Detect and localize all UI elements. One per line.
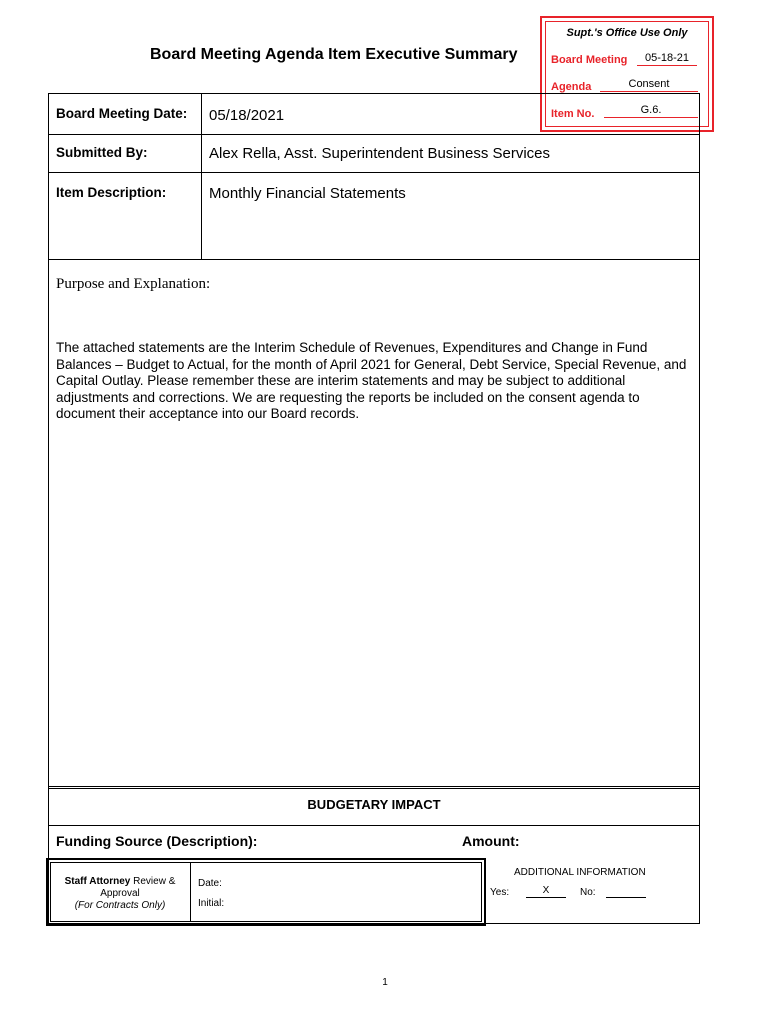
office-board-meeting-row [551, 54, 627, 66]
office-use-title: Supt.'s Office Use Only [566, 27, 688, 39]
item-description-value: Monthly Financial Statements [209, 185, 406, 202]
staff-attorney-label-bold: Staff Attorney [64, 876, 131, 887]
budgetary-impact-title: BUDGETARY IMPACT [307, 797, 441, 812]
funding-source-label: Funding Source (Description): [56, 833, 258, 849]
submitted-by-label: Submitted By: [56, 145, 148, 160]
page-number: 1 [382, 977, 388, 988]
purpose-heading: Purpose and Explanation: [56, 276, 211, 292]
office-board-meeting-label: Board Meeting [551, 54, 628, 66]
amount-label: Amount: [462, 833, 520, 849]
purpose-body: The attached statements are the Interim Schedule of Revenues, Expenditures and Change in Fund Balances – Budget to Actual, for the month of April 2021 for General, Debt Service, Special Revenue, and Capital Outlay. Please remember these are interim statements and may be subject to additional adjustments and corrections. We are requesting the reports be included on the consent agenda to document their acceptance into our Board records. [56, 340, 687, 421]
no-value-line [606, 897, 646, 898]
meeting-date-value: 05/18/2021 [209, 107, 285, 124]
item-description-label: Item Description: [56, 185, 167, 200]
office-board-meeting-value: 05-18-21 [637, 52, 697, 66]
office-item-no-value: G.6. [604, 104, 698, 118]
staff-attorney-box [46, 858, 486, 926]
page-title: Board Meeting Agenda Item Executive Summary [150, 46, 518, 63]
staff-attorney-contracts: (For Contracts Only) [74, 900, 166, 911]
office-agenda-label: Agenda [551, 81, 592, 93]
submitted-by-value: Alex Rella, Asst. Superintendent Business Services [209, 145, 551, 162]
staff-attorney-label-rest: Review & [130, 876, 176, 887]
staff-attorney-label [54, 876, 186, 912]
office-agenda-row [551, 81, 591, 93]
yes-label: Yes: [490, 887, 510, 898]
staff-attorney-approval: Approval [100, 888, 140, 899]
yes-value: X [526, 885, 566, 898]
meeting-date-label: Board Meeting Date: [56, 106, 188, 121]
office-item-no-label: Item No. [551, 108, 595, 120]
attorney-date-label: Date: [198, 878, 222, 889]
office-agenda-value: Consent [600, 78, 698, 92]
attorney-initial-label: Initial: [198, 898, 225, 909]
no-label: No: [580, 887, 596, 898]
additional-info-title: ADDITIONAL INFORMATION [514, 867, 646, 878]
